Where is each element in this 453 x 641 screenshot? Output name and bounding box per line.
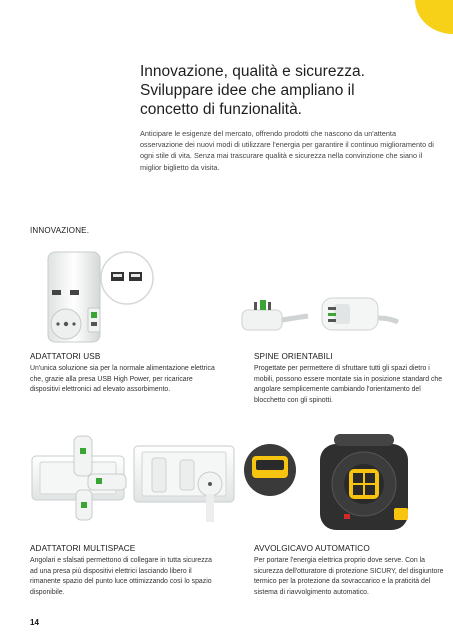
section-title: INNOVAZIONE.	[30, 226, 90, 235]
headline-line-2: Sviluppare idee che ampliano il	[140, 82, 355, 99]
product-title-spine: SPINE ORIENTABILI	[254, 352, 333, 361]
headline-line-3: concetto di funzionalità.	[140, 101, 302, 118]
product-title-multispace: ADATTATORI MULTISPACE	[30, 544, 136, 553]
intro-paragraph: Anticipare le esigenze del mercato, offrendo prodotti che nascono da un'attenta osservazione dei nuovi modi di utilizzare l'energia per garantire il continuo miglioramento di ogni stile di vita. Senza mai trascurare qualità e sicurezza nella convinzione che siano il miglior biglietto da visita.	[140, 129, 434, 172]
product-text-spine: Progettate per permettere di sfruttare tutti gli spazi dietro i mobili, possono essere montate sia in posizione standard che angolare semplicemente cambiando l'orientamento del blocchetto con gli spinotti.	[254, 365, 443, 404]
cable-reel-image	[240, 426, 415, 536]
corner-decoration	[0, 0, 453, 36]
product-title-avvolgicavo: AVVOLGICAVO AUTOMATICO	[254, 544, 370, 553]
page-title	[140, 62, 440, 119]
page-number: 14	[30, 618, 39, 627]
headline-line-1: Innovazione, qualità e sicurezza.	[140, 63, 365, 80]
multispace-adapter-image	[30, 430, 240, 526]
usb-adapter-image	[30, 244, 160, 346]
product-text-avvolgicavo: Per portare l'energia elettrica proprio dove serve. Con la sicurezza dell'otturatore di protezione SICURY, del disgiuntore termico per la protezione da sovraccarico e la praticità del sistema di riavvolgimento automatico.	[254, 557, 444, 596]
product-title-usb: ADATTATORI USB	[30, 352, 101, 361]
product-text-multispace: Angolari e sfalsati permettono di collegare in tutta sicurezza ad una presa più dispositivi elettrici lasciando libero il rimanente spazio del punto luce ottimizzando così lo spazio disponibile.	[30, 557, 212, 596]
orientable-plug-image	[232, 288, 402, 342]
product-text-usb: Un'unica soluzione sia per la normale alimentazione elettrica che, grazie alla presa USB High Power, per ricaricare dispositivi elettronici ad elevato assorbimento.	[30, 365, 215, 394]
